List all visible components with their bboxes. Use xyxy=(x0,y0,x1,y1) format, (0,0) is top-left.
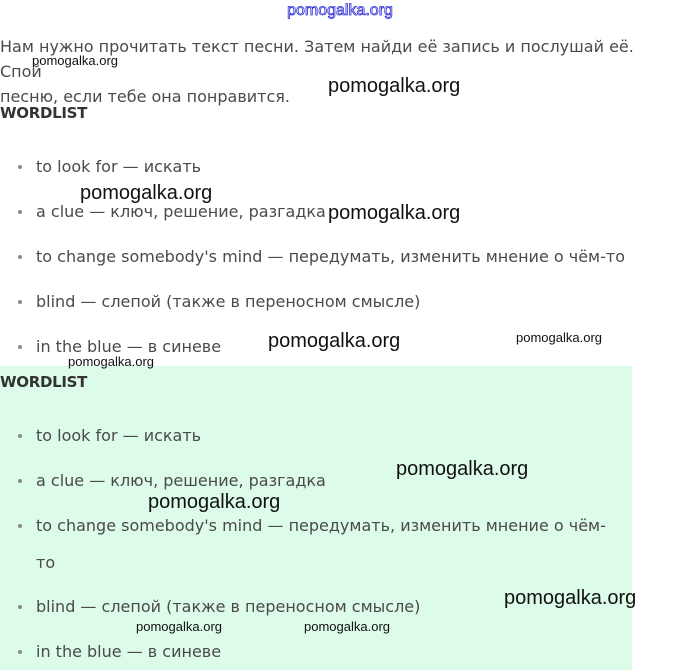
bullet-icon xyxy=(18,479,22,483)
intro-line-1: Нам нужно прочитать текст песни. Затем найди её запись и послушай её. Спой xyxy=(0,37,634,81)
wordlist-title-2: WORDLIST xyxy=(0,373,88,391)
watermark: pomogalka.org xyxy=(328,75,461,97)
watermark: pomogalka.org xyxy=(304,619,390,634)
watermark: pomogalka.org xyxy=(136,619,222,634)
bullet-icon xyxy=(18,434,22,438)
intro-line-2: песню, если тебе она понравится. xyxy=(0,87,290,106)
bullet-icon xyxy=(18,210,22,214)
watermark: pomogalka.org xyxy=(504,587,637,609)
bullet-icon xyxy=(18,605,22,609)
bullet-icon xyxy=(18,165,22,169)
watermark: pomogalka.org xyxy=(32,53,118,68)
watermark: pomogalka.org xyxy=(396,458,529,480)
watermark: pomogalka.org xyxy=(328,202,461,224)
bullet-icon xyxy=(18,300,22,304)
watermark: pomogalka.org xyxy=(268,330,401,352)
bullet-icon xyxy=(18,650,22,654)
watermark: pomogalka.org xyxy=(80,182,213,204)
wordlist-title-1: WORDLIST xyxy=(0,104,88,122)
bullet-icon xyxy=(18,255,22,259)
watermark: pomogalka.org xyxy=(516,330,602,345)
watermark: pomogalka.org xyxy=(148,491,281,513)
bullet-icon xyxy=(18,524,22,528)
watermark: pomogalka.org xyxy=(68,354,154,369)
bullet-icon xyxy=(18,345,22,349)
site-header-link[interactable]: pomogalka.org xyxy=(287,2,393,19)
